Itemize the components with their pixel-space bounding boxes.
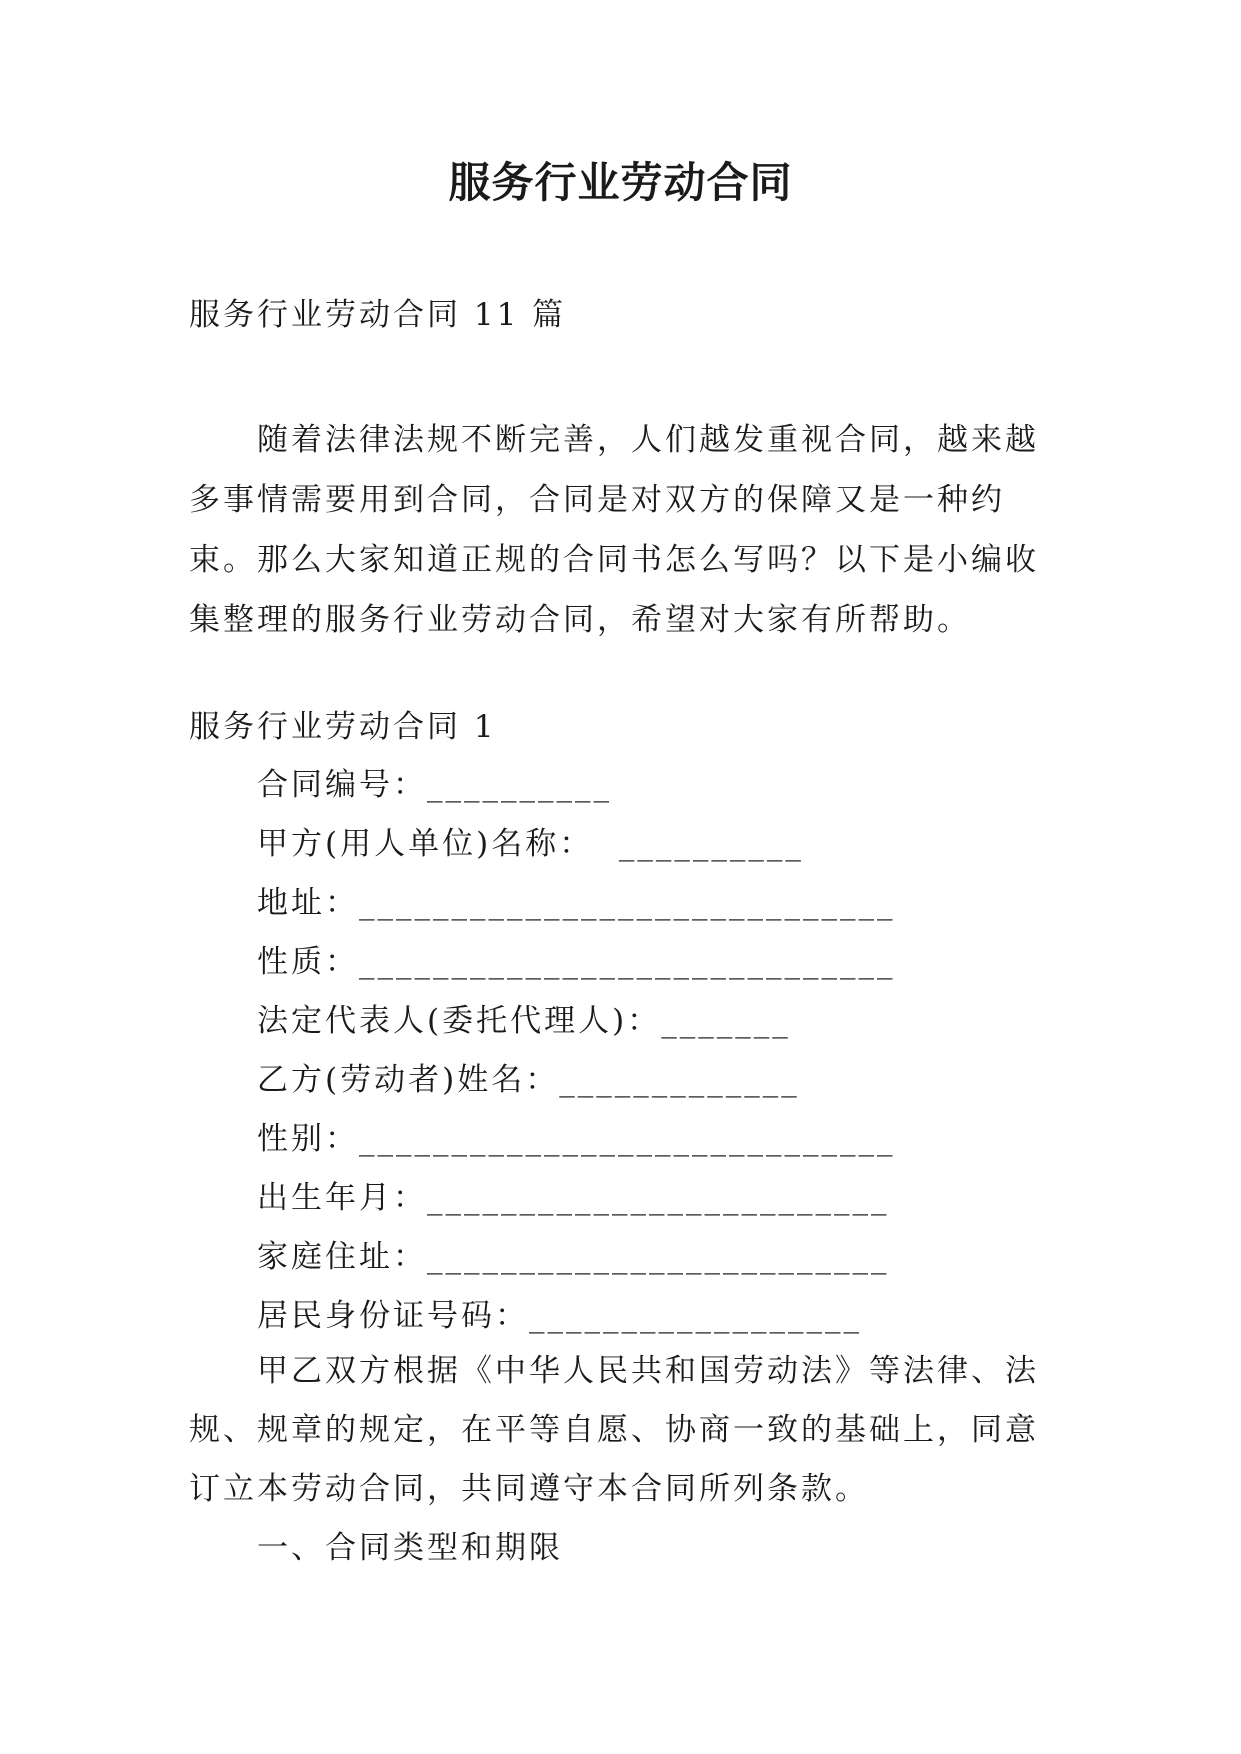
field-blank: _________________________ <box>427 1239 890 1275</box>
field-label: 甲方(用人单位)名称： <box>257 826 594 862</box>
field-label: 性质： <box>257 944 359 980</box>
document-subtitle: 服务行业劳动合同 11 篇 <box>189 297 567 333</box>
field-blank: _____________________________ <box>359 885 896 921</box>
field-blank: __________________ <box>529 1298 862 1334</box>
field-label: 家庭住址： <box>257 1239 427 1275</box>
field-id-number <box>257 1287 1057 1346</box>
clause-heading: 一、合同类型和期限 <box>257 1530 563 1566</box>
intro-paragraph: 随着法律法规不断完善，人们越发重视合同，越来越多事情需要用到合同，合同是对双方的保障又是一种约束。那么大家知道正规的合同书怎么写吗？以下是小编收集整理的服务行业劳动合同，希望对大家有所帮助。 <box>189 422 1039 638</box>
field-birth-date <box>257 1169 1057 1228</box>
contract-fields <box>257 756 1057 1346</box>
field-blank: _________________________ <box>427 1180 890 1216</box>
document-title: 服务行业劳动合同 <box>448 158 793 207</box>
field-contract-number <box>257 756 1057 815</box>
field-blank: __________ <box>593 826 804 862</box>
field-blank: _____________________________ <box>359 944 896 980</box>
field-label: 居民身份证号码： <box>257 1298 529 1334</box>
agreement-statement: 甲乙双方根据《中华人民共和国劳动法》等法律、法规、规章的规定，在平等自愿、协商一致的基础上，同意订立本劳动合同，共同遵守本合同所列条款。 <box>189 1353 1039 1507</box>
field-home-address <box>257 1228 1057 1287</box>
field-employee-name <box>257 1051 1057 1110</box>
field-blank: _______ <box>661 1003 791 1039</box>
field-blank: _____________ <box>559 1062 800 1098</box>
field-nature <box>257 933 1057 992</box>
field-label: 地址： <box>257 885 359 921</box>
field-employer-name <box>257 815 1057 874</box>
section-title: 服务行业劳动合同 1 <box>189 709 497 745</box>
field-gender <box>257 1110 1057 1169</box>
field-legal-representative <box>257 992 1057 1051</box>
field-address <box>257 874 1057 933</box>
field-label: 出生年月： <box>257 1180 427 1216</box>
field-label: 性别： <box>257 1121 359 1157</box>
field-label: 合同编号： <box>257 767 427 803</box>
field-blank: __________ <box>427 767 612 803</box>
field-blank: _____________________________ <box>359 1121 896 1157</box>
field-label: 法定代表人(委托代理人)： <box>257 1003 662 1039</box>
field-label: 乙方(劳动者)姓名： <box>257 1062 560 1098</box>
